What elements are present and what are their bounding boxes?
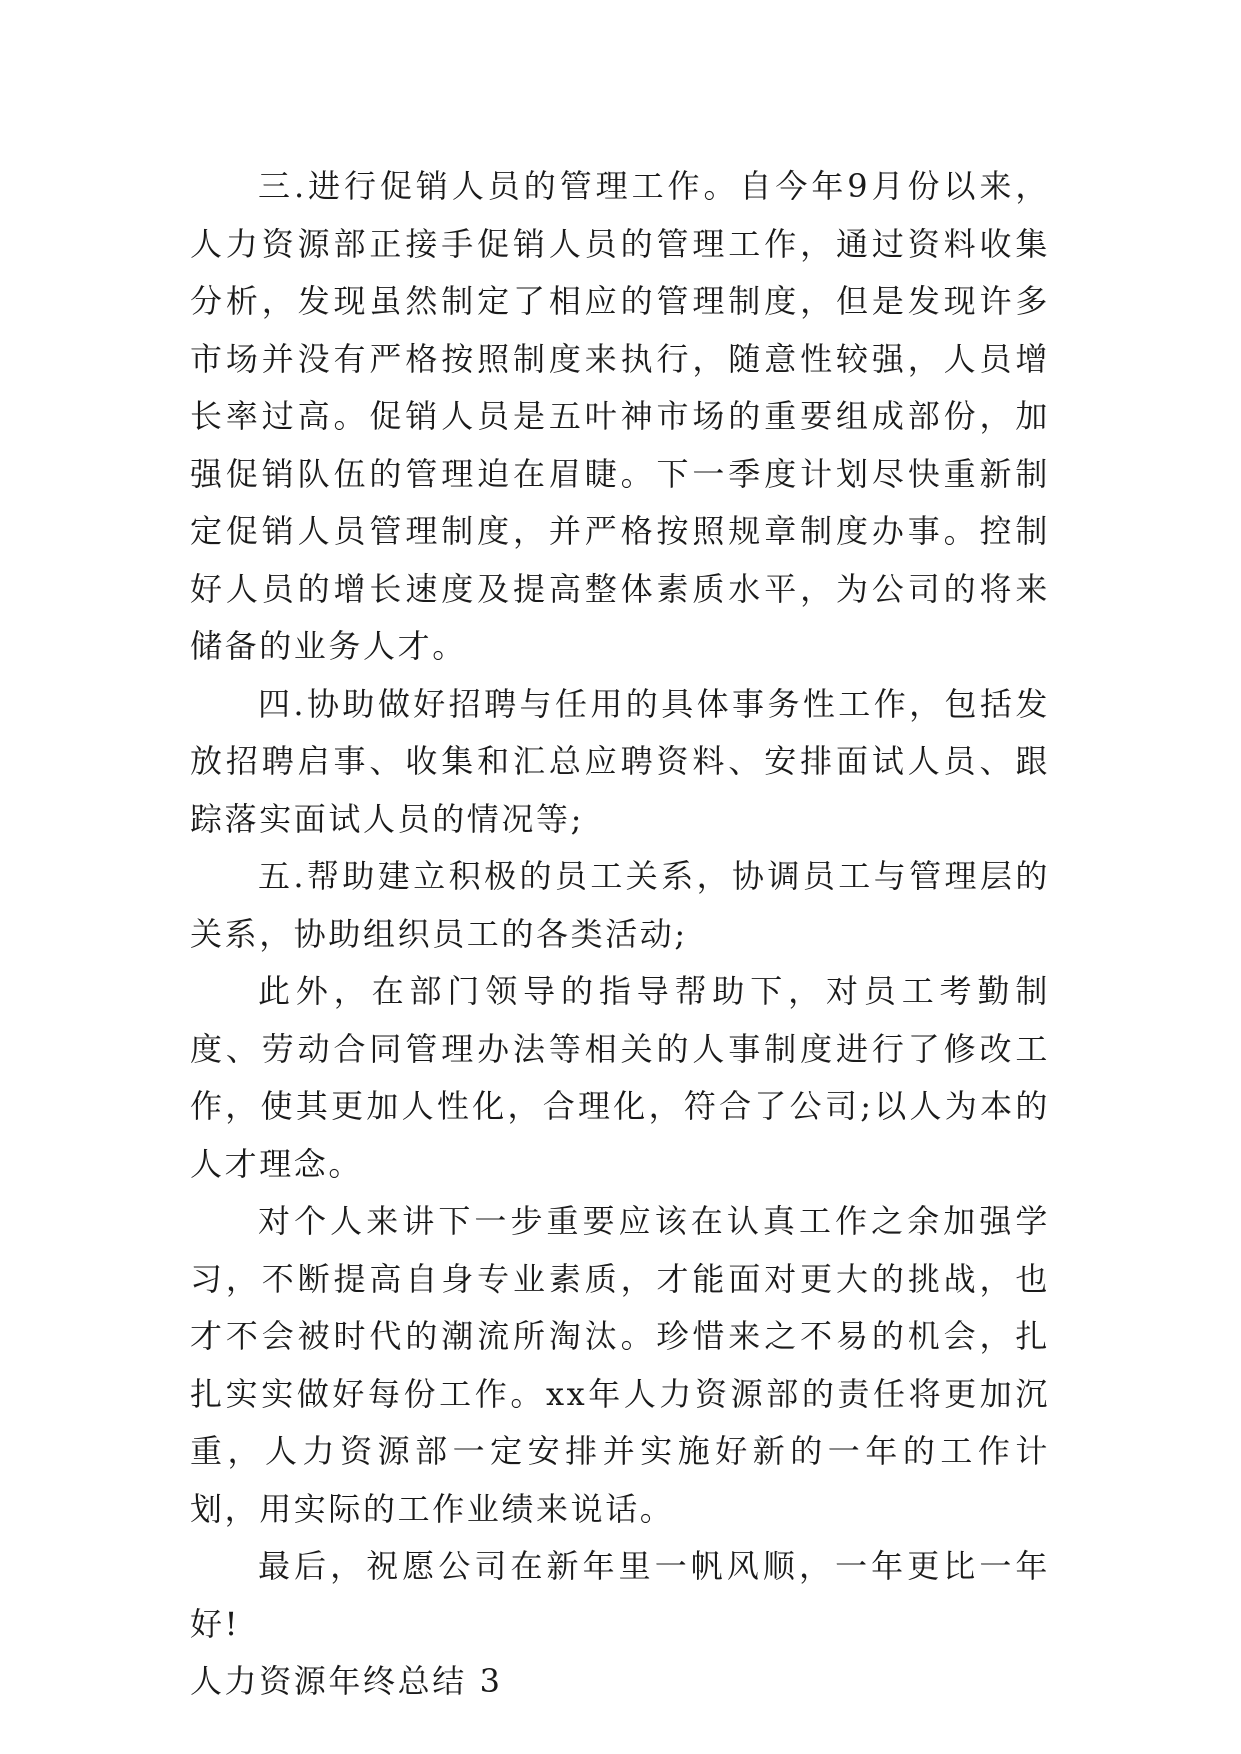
paragraph-personal-plan: 对个人来讲下一步重要应该在认真工作之余加强学习，不断提高自身专业素质，才能面对更大的挑战，也才不会被时代的潮流所淘汰。珍惜来之不易的机会，扎扎实实做好每份工作。xx年人力资源部的责任将更加沉重，人力资源部一定安排并实施好新的一年的工作计划，用实际的工作业绩来说话。	[190, 1202, 1050, 1528]
document-body	[190, 158, 1050, 1711]
paragraph-employee-relations: 五.帮助建立积极的员工关系，协调员工与管理层的关系，协助组织员工的各类活动;	[190, 857, 1050, 953]
paragraph-policy-revision: 此外，在部门领导的指导帮助下，对员工考勤制度、劳动合同管理办法等相关的人事制度进行了修改工作，使其更加人性化，合理化，符合了公司;以人为本的人才理念。	[190, 972, 1050, 1183]
paragraph-closing-wish: 最后，祝愿公司在新年里一帆风顺，一年更比一年好!	[190, 1547, 1050, 1643]
paragraph-promotion-staff: 三.进行促销人员的管理工作。自今年9月份以来，人力资源部正接手促销人员的管理工作，通过资料收集分析，发现虽然制定了相应的管理制度，但是发现许多市场并没有严格按照制度来执行，随意性较强，人员增长率过高。促销人员是五叶神市场的重要组成部份，加强促销队伍的管理迫在眉睫。下一季度计划尽快重新制定促销人员管理制度，并严格按照规章制度办事。控制好人员的增长速度及提高整体素质水平，为公司的将来储备的业务人才。	[190, 167, 1050, 665]
paragraph-recruitment: 四.协助做好招聘与任用的具体事务性工作，包括发放招聘启事、收集和汇总应聘资料、安排面试人员、跟踪落实面试人员的情况等;	[190, 684, 1050, 838]
next-section-title: 人力资源年终总结 3	[190, 1662, 503, 1700]
